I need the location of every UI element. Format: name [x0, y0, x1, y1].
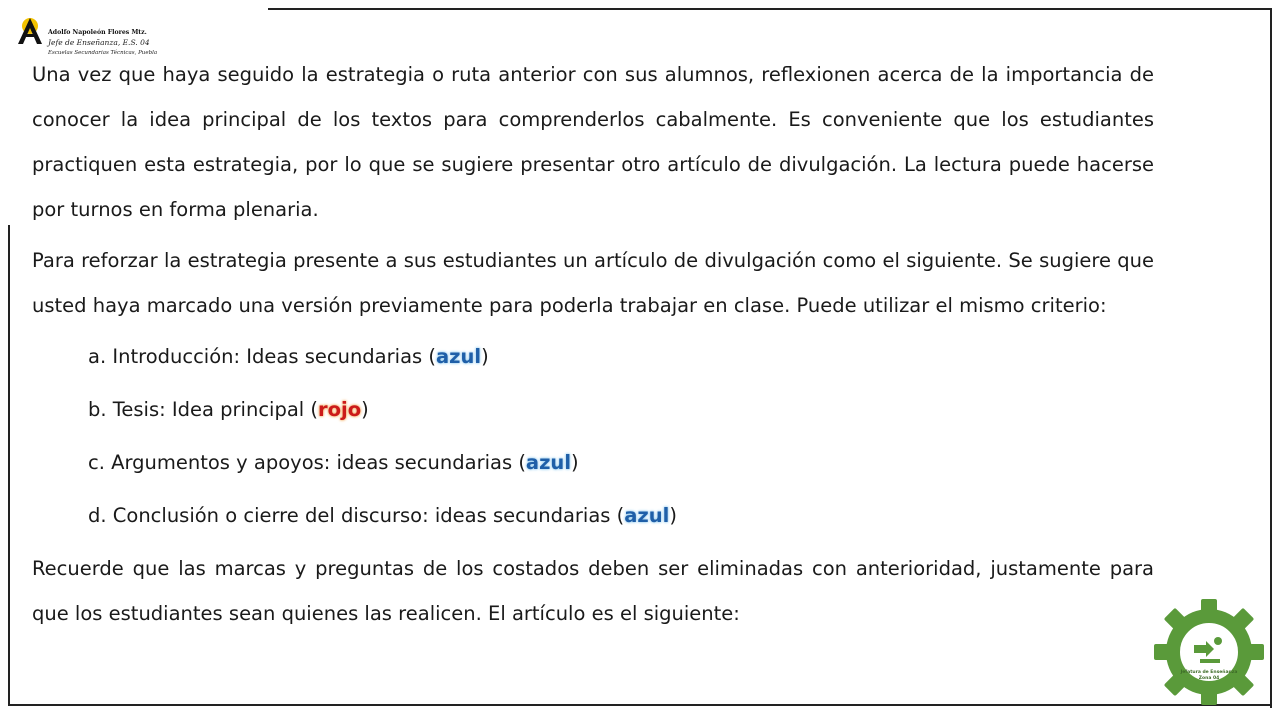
logo-role: Jefe de Enseñanza, E.S. 04	[48, 38, 150, 47]
list-item-text: c. Argumentos y apoyos: ideas secundarias (	[88, 451, 526, 474]
frame-top-border	[268, 8, 1272, 10]
frame-bottom-border	[10, 704, 1272, 706]
list-item-close: )	[669, 504, 677, 527]
list-item-text: b. Tesis: Idea principal (	[88, 398, 319, 421]
gear-emblem-icon	[1152, 597, 1266, 707]
emblem-top-text: DST	[1201, 623, 1217, 631]
list-item-text: d. Conclusión o cierre del discurso: ideas secundarias (	[88, 504, 625, 527]
list-item-tesis	[88, 387, 1154, 432]
paragraph-reminder: Recuerde que las marcas y preguntas de los costados deben ser eliminadas con anterioridad, justamente para que los estudiantes sean quienes las realicen. El artículo es el siguiente:	[32, 557, 1154, 625]
list-item-close: )	[481, 345, 489, 368]
frame-right-border	[1270, 8, 1272, 708]
list-item-close: )	[361, 398, 369, 421]
list-item-argumentos	[88, 440, 1154, 485]
color-word-azul: azul	[525, 451, 571, 474]
list-item-conclusion	[88, 493, 1154, 538]
color-word-rojo: rojo	[318, 398, 362, 421]
emblem-bottom-line2: Zona 04	[1198, 676, 1220, 681]
list-item-introduccion	[88, 334, 1154, 379]
logo-institution: Escuelas Secundarias Técnicas, Puebla	[48, 50, 158, 56]
dst-emblem	[1152, 597, 1266, 707]
list-item-close: )	[571, 451, 579, 474]
color-word-azul: azul	[435, 345, 482, 368]
emblem-bottom-line1: Jefatura de Enseñanza	[1180, 670, 1238, 675]
frame-left-border	[8, 225, 10, 706]
paragraph-reinforce: Para reforzar la estrategia presente a sus estudiantes un artículo de divulgación como el siguiente. Se sugiere que usted haya marcado una versión previamente para poderla trabajar en clase. Puede utilizar el mismo criterio:	[32, 249, 1154, 317]
logo-name: Adolfo Napoleón Flores Mtz.	[48, 29, 147, 36]
list-item-text: a. Introducción: Ideas secundarias (	[88, 345, 436, 368]
color-word-azul: azul	[624, 504, 670, 527]
paragraph-intro: Una vez que haya seguido la estrategia o ruta anterior con sus alumnos, reflexionen acerca de la importancia de conocer la idea principal de los textos para comprenderlos cabalmente. Es conveniente que los estudiantes practiquen esta estrategia, por lo que se sugiere presentar otro artículo de divulgación. La lectura puede hacerse por turnos en forma plenaria.	[32, 63, 1154, 221]
document-body	[32, 52, 1154, 642]
